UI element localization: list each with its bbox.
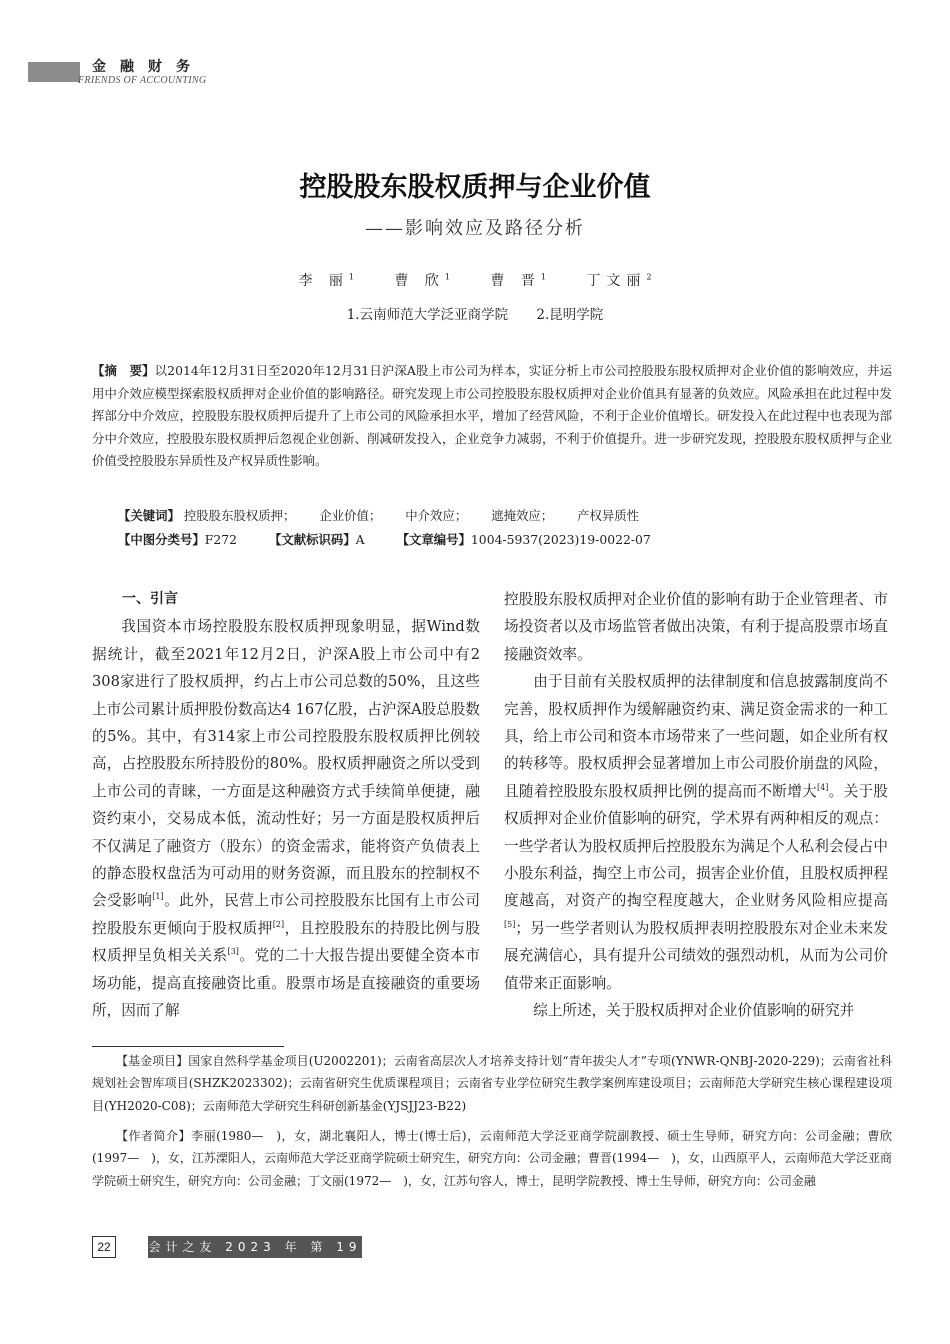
clc-label: 【中图分类号】 <box>118 532 205 547</box>
citation: [3] <box>227 947 239 957</box>
citation: [1] <box>152 892 164 902</box>
clc-value: F272 <box>204 532 237 547</box>
author: 李 丽$^1$ <box>298 272 354 289</box>
author-bio-label: 【作者简介】 <box>116 1129 192 1143</box>
journal-issue-bar: 会计之友 2023 年 第 19 期 <box>148 1236 362 1258</box>
paragraph: 由于目前有关股权质押的法律制度和信息披露制度尚不完善，股权质押作为缓解融资约束、满足资金需求的一种工具，给上市公司和资本市场带来了一些问题，如企业所有权的转移等。股权质押会显著增加上市公司股价崩盘的风险，且随着控股股东股权质押比例的提高而不断增大[4]。关于股权质押对企业价值影响的研究，学术界有两种相反的观点：一些学者认为股权质押后控股股东为满足个人私利会侵占中小股东利益，掏空上市公司，损害企业价值，且股权质押程度越高，对资产的掏空程度越大，企业财务风险相应提高[5]；另一些学者则认为股权质押表明控股股东对企业未来发展充满信心，具有提升公司绩效的强烈动机，从而为公司价值带来正面影响。 <box>504 673 888 992</box>
keyword: 产权异质性 <box>577 508 640 523</box>
abstract-text: 以2014年12月31日至2020年12月31日沪深A股上市公司为样本，实证分析上市公司控股股东股权质押对企业价值的影响效应，并运用中介效应模型探索股权质押对企业价值的影响路径。研究发现上市公司控股股东股权质押对企业价值具有显著的负效应。风险承担在此过程中发挥部分中介效应，控股股东股权质押后提升了上市公司的风险承担水平，增加了经营风险，不利于企业价值增长。研发投入在此过程中也表现为部分中介效应，控股股东股权质押后忽视企业创新、削减研发投入，企业竞争力减弱，不利于价值提升。进一步研究发现，控股股东股权质押与企业价值受控股股东异质性及产权异质性影响。 <box>92 363 892 469</box>
paragraph: 综上所述，关于股权质押对企业价值影响的研究并 <box>533 1002 855 1020</box>
paragraph: 控股股东股权质押对企业价值的影响有助于企业管理者、市场投资者以及市场监管者做出决策，有利于提高股票市场直接融资效率。 <box>504 591 888 663</box>
affiliation: 2.昆明学院 <box>536 307 604 323</box>
body-column-right <box>504 586 888 1025</box>
citation: [2] <box>272 920 285 930</box>
affiliations <box>0 303 950 323</box>
paper-subtitle: ——影响效应及路径分析 <box>365 218 585 239</box>
paper-title: 控股股东股权质押与企业价值 <box>299 172 651 203</box>
section-heading: 一、引言 <box>122 591 178 607</box>
paragraph: 我国资本市场控股股东股权质押现象明显，据Wind数据统计，截至2021年12月2日，沪深A股上市公司中有2 308家进行了股权质押，约占上市公司总数的50%，且这些上市公司累计质押股份数高达4 167亿股，占沪深A股总股数的5%。其中，有314家上市公司控股股东股权质押比例较高，占控股股东所持股份的80%。股权质押融资之所以受到上市公司的青睐，一方面是这种融资方式手续简单便捷，融资约束小，交易成本低，流动性好；另一方面是股权质押后不仅满足了融资方（股东）的资金需求，能将资产负债表上的静态股权盘活为可动用的财务资源，而且股东的控制权不会受影响[1]。此外，民营上市公司控股股东比国有上市公司控股股东更倾向于股权质押[2]，且控股股东的持股比例与股权质押呈负相关关系[3]。党的二十大报告提出要健全资本市场功能，提高直接融资比重。股票市场是直接融资的重要场所，因而了解 <box>92 618 480 1020</box>
abstract-label: 【摘 要】 <box>92 363 155 378</box>
keyword: 控股股东股权质押； <box>183 508 296 523</box>
header-gray-bar <box>28 62 80 82</box>
keyword: 遮掩效应； <box>491 508 554 523</box>
keywords <box>118 506 659 524</box>
author: 曹 晋$^1$ <box>490 272 546 289</box>
footnote-divider <box>92 1046 284 1047</box>
keywords-label: 【关键词】 <box>118 508 180 523</box>
section-name: 金融财务 <box>92 59 204 75</box>
funding-label: 【基金项目】 <box>116 1054 189 1068</box>
article-number-value: 1004-5937(2023)19-0022-07 <box>470 532 651 547</box>
doc-code-value: A <box>355 532 365 547</box>
author-bio-text: 李丽(1980— )，女，湖北襄阳人，博士(博士后)，云南师范大学泛亚商学院副教授、硕士生导师，研究方向：公司金融；曹欣(1997— )，女，江苏溧阳人，云南师范大学泛亚商学院硕士研究生，研究方向：公司金融；曹晋(1994— )，女，山西原平人，云南师范大学泛亚商学院硕士研究生，研究方向：公司金融；丁文丽(1972— )，女，江苏句容人，博士，昆明学院教授、博士生导师，研究方向：公司金融 <box>92 1129 892 1188</box>
affiliation: 1.云南师范大学泛亚商学院 <box>346 307 509 323</box>
keyword: 中介效应； <box>405 508 468 523</box>
funding-text: 国家自然科学基金项目(U2002201)；云南省高层次人才培养支持计划“青年拔尖人才”专项(YNWR-QNBJ-2020-229)；云南省社科规划社会智库项目(SHZK2023302)；云南省研究生优质课程项目；云南省专业学位研究生教学案例库建设项目；云南师范大学研究生核心课程建设项目(YH2020-C08)；云南师范大学研究生科研创新基金(YJSJJ23-B22) <box>92 1054 892 1113</box>
citation: [4] <box>817 782 829 792</box>
page-number: 22 <box>92 1236 116 1258</box>
doc-code-label: 【文献标识码】 <box>268 532 356 547</box>
classification-line <box>118 530 679 548</box>
abstract <box>92 360 892 473</box>
funding-footnote <box>92 1050 892 1117</box>
section-name-english: FRIENDS OF ACCOUNTING <box>78 75 207 86</box>
author: 丁文丽$^2$ <box>586 272 652 289</box>
keyword: 企业价值； <box>319 508 382 523</box>
author-bio-footnote <box>92 1125 892 1192</box>
author: 曹 欣$^1$ <box>394 272 450 289</box>
article-number-label: 【文章编号】 <box>396 532 471 547</box>
body-column-left <box>92 586 480 1025</box>
citation: [5] <box>504 920 516 930</box>
author-list <box>0 270 950 290</box>
